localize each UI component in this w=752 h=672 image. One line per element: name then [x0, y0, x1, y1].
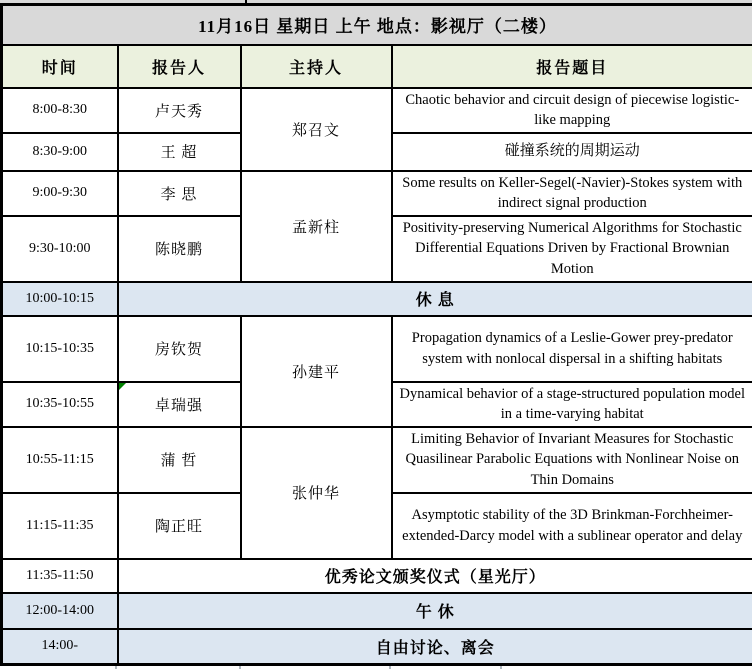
time-cell: 11:15-11:35	[2, 493, 118, 559]
talk-row	[2, 316, 752, 382]
speaker-cell: 蒲 哲	[118, 427, 241, 493]
time-cell: 14:00-	[2, 629, 118, 665]
time-cell: 10:35-10:55	[2, 382, 118, 427]
talk-title-cell: Chaotic behavior and circuit design of piecewise logistic-like mapping	[392, 88, 752, 133]
header-speaker: 报告人	[118, 45, 241, 88]
talk-title-cell: Limiting Behavior of Invariant Measures for Stochastic Quasilinear Parabolic Equations with Nonlinear Noise on Thin Domains	[392, 427, 752, 493]
speaker-cell: 王 超	[118, 133, 241, 171]
chair-cell: 孙建平	[241, 316, 392, 427]
time-cell: 9:00-9:30	[2, 171, 118, 216]
lunch-break-label: 午 休	[118, 593, 752, 629]
speaker-cell: 陈晓鹏	[118, 216, 241, 282]
award-ceremony-row	[2, 559, 752, 593]
departure-label: 自由讨论、离会	[118, 629, 752, 665]
speaker-cell	[118, 382, 241, 427]
header-time: 时间	[2, 45, 118, 88]
cropped-row-below	[0, 666, 752, 672]
session-title: 11月16日 星期日 上午 地点：影视厅（二楼）	[2, 5, 752, 45]
time-cell: 10:00-10:15	[2, 282, 118, 316]
session-title-row	[2, 5, 752, 45]
talk-title-cell: 碰撞系统的周期运动	[392, 133, 752, 171]
header-chair: 主持人	[241, 45, 392, 88]
speaker-cell: 卢天秀	[118, 88, 241, 133]
break-row	[2, 282, 752, 316]
time-cell: 10:55-11:15	[2, 427, 118, 493]
speaker-cell: 李 思	[118, 171, 241, 216]
award-ceremony-label: 优秀论文颁奖仪式（星光厅）	[118, 559, 752, 593]
time-cell: 10:15-10:35	[2, 316, 118, 382]
cropped-row-above	[0, 0, 752, 3]
chair-cell: 郑召文	[241, 88, 392, 171]
cropped-cell-border	[245, 0, 247, 3]
talk-row	[2, 88, 752, 133]
speaker-cell: 房钦贺	[118, 316, 241, 382]
column-header-row	[2, 45, 752, 88]
time-cell: 12:00-14:00	[2, 593, 118, 629]
chair-cell: 孟新柱	[241, 171, 392, 282]
time-cell: 8:30-9:00	[2, 133, 118, 171]
talk-title-cell: Asymptotic stability of the 3D Brinkman-Forchheimer-extended-Darcy model with a sublinear operator and delay	[392, 493, 752, 559]
talk-title-cell: Positivity-preserving Numerical Algorithms for Stochastic Differential Equations Driven by Fractional Brownian Motion	[392, 216, 752, 282]
break-label: 休 息	[118, 282, 752, 316]
time-cell: 11:35-11:50	[2, 559, 118, 593]
conference-schedule-table	[0, 3, 752, 666]
talk-title-cell: Propagation dynamics of a Leslie-Gower prey-predator system with nonlocal dispersal in a shifting habitats	[392, 316, 752, 382]
speaker-cell: 陶正旺	[118, 493, 241, 559]
header-title: 报告题目	[392, 45, 752, 88]
time-cell: 9:30-10:00	[2, 216, 118, 282]
time-cell: 8:00-8:30	[2, 88, 118, 133]
talk-row	[2, 171, 752, 216]
departure-row	[2, 629, 752, 665]
lunch-break-row	[2, 593, 752, 629]
comment-flag-icon	[119, 383, 126, 390]
speaker-name: 卓瑞强	[155, 398, 203, 414]
talk-title-cell: Dynamical behavior of a stage-structured population model in a time-varying habitat	[392, 382, 752, 427]
talk-row	[2, 427, 752, 493]
talk-title-cell: Some results on Keller-Segel(-Navier)-Stokes system with indirect signal production	[392, 171, 752, 216]
chair-cell: 张仲华	[241, 427, 392, 559]
